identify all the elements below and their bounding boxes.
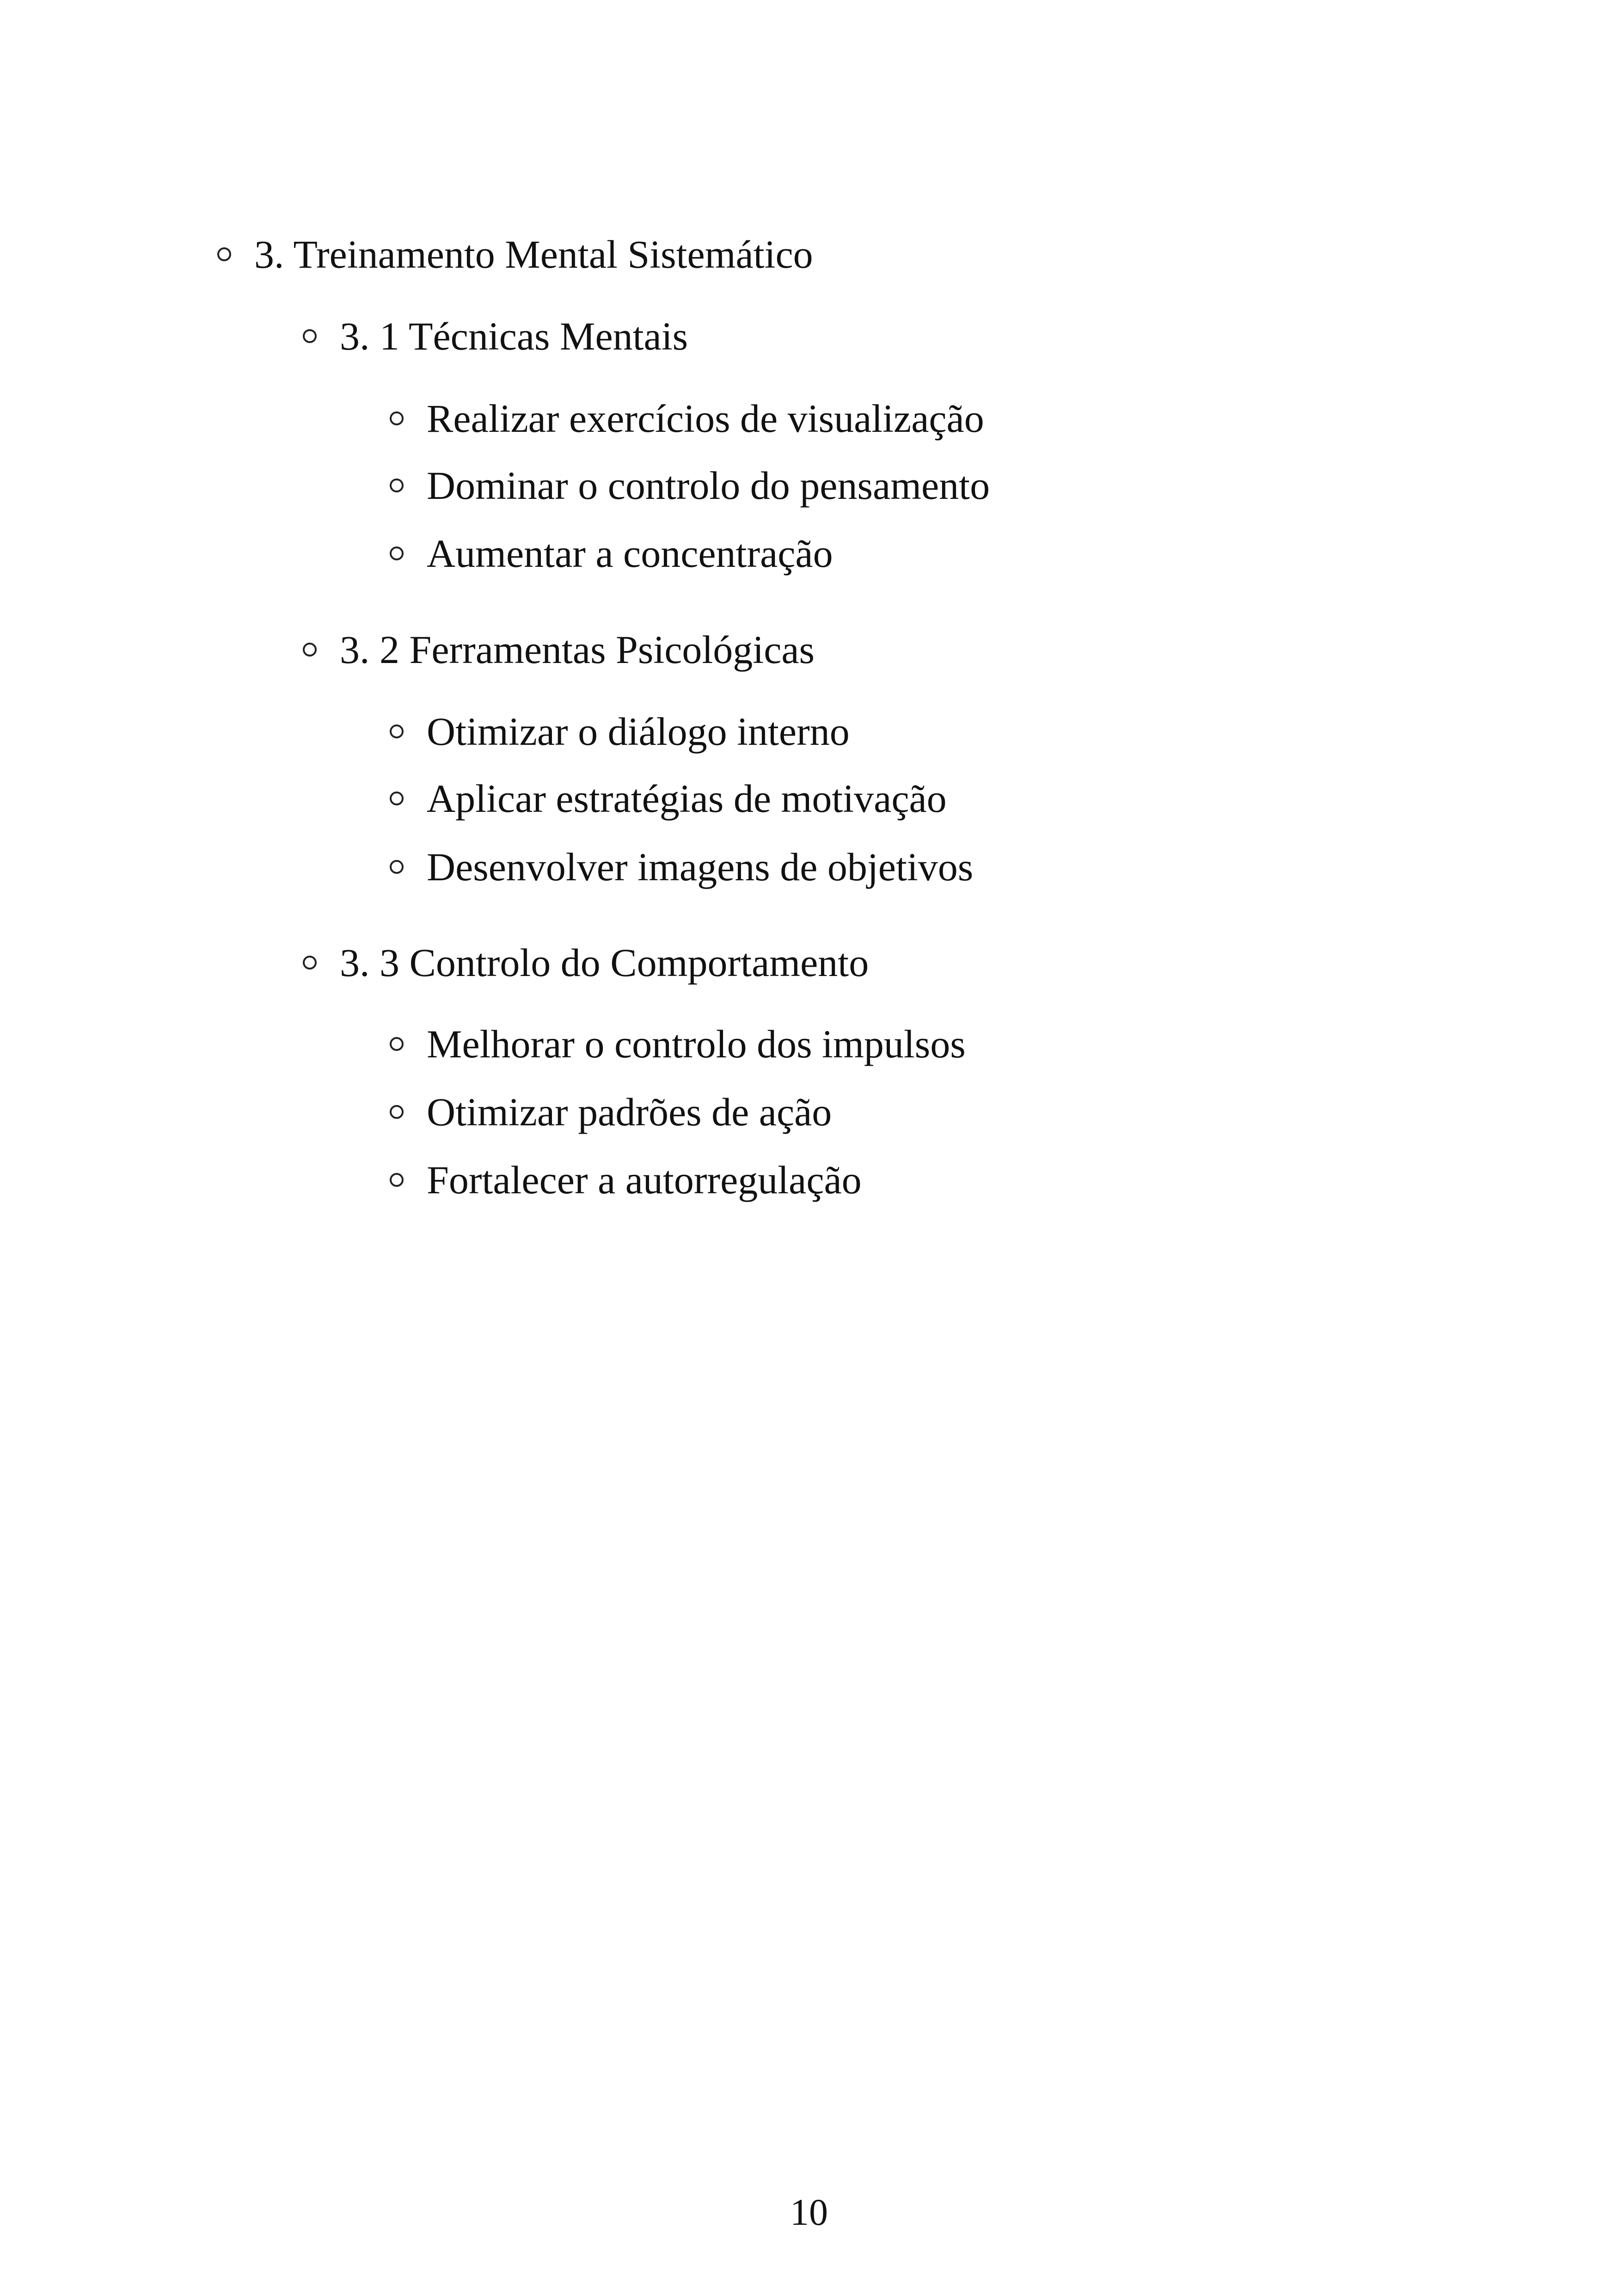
outline-item-text: Dominar o controlo do pensamento <box>427 463 990 508</box>
subsection-heading: 3. 3 Controlo do Comportamento <box>340 940 869 985</box>
outline-item <box>390 395 984 442</box>
outline-subsection <box>303 626 815 673</box>
hollow-circle-bullet-icon <box>390 1037 404 1051</box>
hollow-circle-bullet-icon <box>390 411 404 425</box>
hollow-circle-bullet-icon <box>303 329 317 343</box>
hollow-circle-bullet-icon <box>303 956 317 970</box>
hollow-circle-bullet-icon <box>390 479 404 492</box>
hollow-circle-bullet-icon <box>390 724 404 738</box>
section-heading: 3. Treinamento Mental Sistemático <box>254 232 813 276</box>
outline-item <box>390 530 833 577</box>
outline-item <box>390 1157 862 1203</box>
outline-item-text: Aumentar a concentração <box>427 531 833 576</box>
hollow-circle-bullet-icon <box>390 792 404 805</box>
hollow-circle-bullet-icon <box>390 546 404 560</box>
outline-item <box>390 844 973 890</box>
outline-section <box>217 231 813 277</box>
outline-item <box>390 775 947 822</box>
outline-item-text: Realizar exercícios de visualização <box>427 396 984 441</box>
page-number: 10 <box>790 2191 828 2233</box>
outline-item-text: Otimizar padrões de ação <box>427 1090 832 1134</box>
hollow-circle-bullet-icon <box>390 1173 404 1187</box>
outline-item <box>390 462 990 509</box>
outline-item <box>390 708 850 755</box>
outline-item <box>390 1021 966 1067</box>
subsection-heading: 3. 2 Ferramentas Psicológicas <box>340 627 815 672</box>
hollow-circle-bullet-icon <box>303 643 317 657</box>
outline-item <box>390 1089 832 1135</box>
outline-item-text: Aplicar estratégias de motivação <box>427 776 947 821</box>
hollow-circle-bullet-icon <box>217 247 231 261</box>
hollow-circle-bullet-icon <box>390 1105 404 1119</box>
subsection-heading: 3. 1 Técnicas Mentais <box>340 314 688 358</box>
outline-subsection <box>303 939 869 986</box>
outline-item-text: Fortalecer a autorregulação <box>427 1158 862 1202</box>
outline-item-text: Desenvolver imagens de objetivos <box>427 845 974 889</box>
outline-item-text: Otimizar o diálogo interno <box>427 709 850 754</box>
outline-item-text: Melhorar o controlo dos impulsos <box>427 1022 966 1066</box>
outline-subsection <box>303 313 688 359</box>
hollow-circle-bullet-icon <box>390 860 404 874</box>
